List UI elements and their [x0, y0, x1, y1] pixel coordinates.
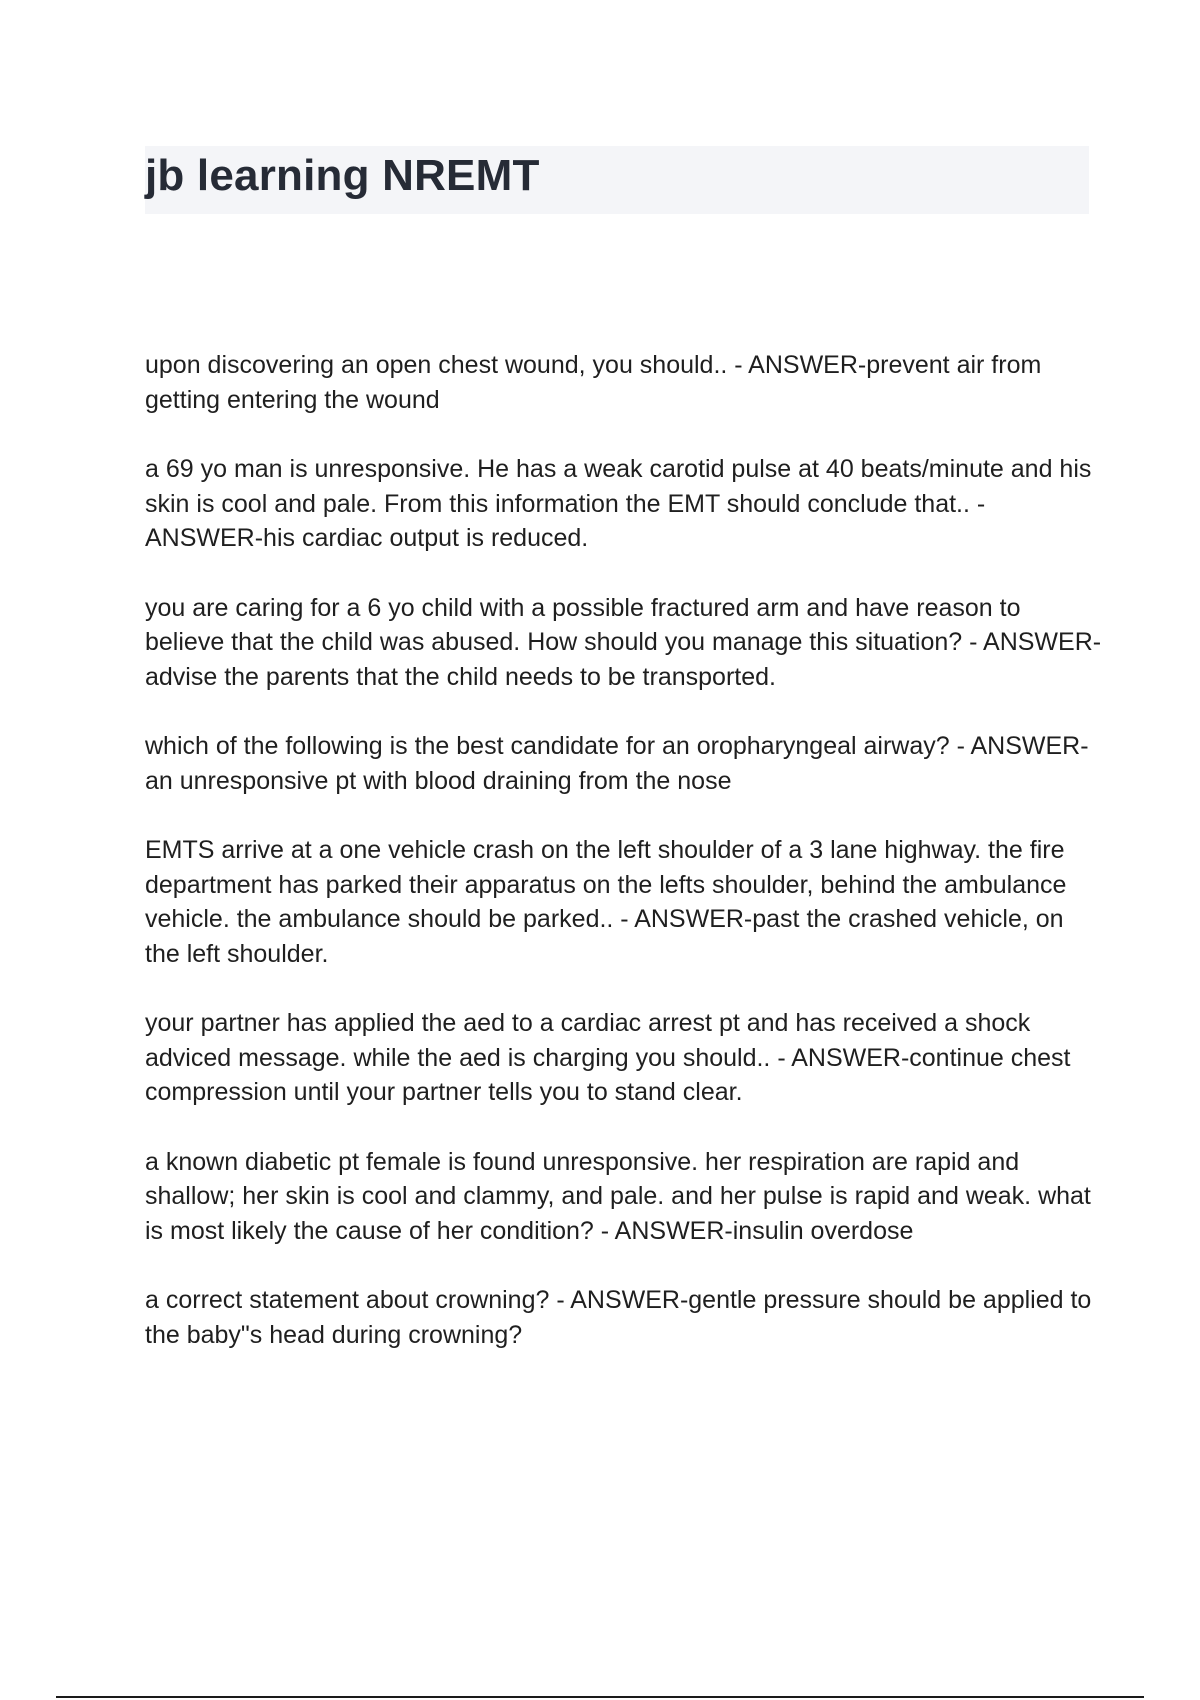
qa-item: EMTS arrive at a one vehicle crash on the left shoulder of a 3 lane highway. the fire department has parked their apparatus on the lefts shoulder, behind the ambulance vehicle. the ambulance should be parked.. - ANSWER-past the crashed vehicle, on the left shoulder. [145, 836, 1067, 968]
qa-list [145, 348, 1105, 1387]
qa-item: a known diabetic pt female is found unresponsive. her respiration are rapid and shallow; her skin is cool and clammy, and pale. and her pulse is rapid and weak. what is most likely the cause of her condition? - ANSWER-insulin overdose [145, 1147, 1091, 1245]
footer-divider [56, 1696, 1144, 1698]
title-banner [145, 146, 1089, 214]
qa-item: your partner has applied the aed to a cardiac arrest pt and has received a shock adviced message. while the aed is charging you should.. - ANSWER-continue chest compression until your partner tells you to stand clear. [145, 1009, 1071, 1106]
page-title: jb learning NREMT [145, 151, 540, 200]
qa-item: a correct statement about crowning? - ANSWER-gentle pressure should be applied to the baby"s head during crowning? [145, 1286, 1092, 1349]
qa-item: you are caring for a 6 yo child with a possible fractured arm and have reason to believe that the child was abused. How should you manage this situation? - ANSWER-advise the parents that the child needs to be transported. [145, 593, 1102, 691]
qa-item: upon discovering an open chest wound, you should.. - ANSWER-prevent air from getting entering the wound [145, 351, 1042, 414]
qa-item: which of the following is the best candidate for an oropharyngeal airway? - ANSWER-an unresponsive pt with blood draining from the nose [145, 732, 1089, 795]
qa-item: a 69 yo man is unresponsive. He has a weak carotid pulse at 40 beats/minute and his skin is cool and pale. From this information the EMT should conclude that.. - ANSWER-his cardiac output is reduced. [145, 455, 1092, 552]
